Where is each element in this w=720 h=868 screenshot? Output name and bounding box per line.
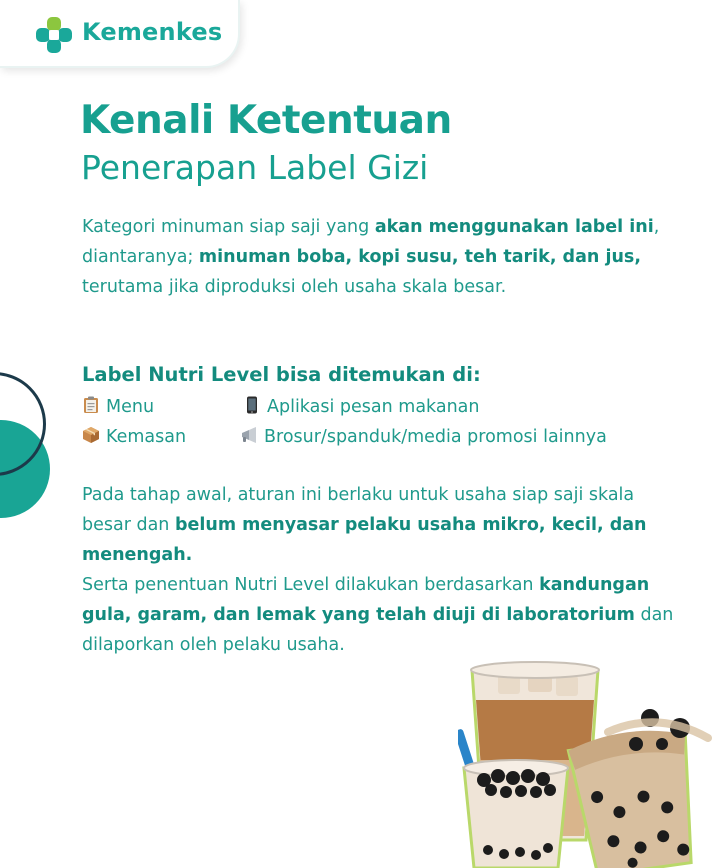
brand-header (0, 0, 240, 68)
megaphone-icon (240, 426, 258, 444)
kemenkes-logo-icon (34, 15, 74, 55)
brand-name: Kemenkes (82, 18, 223, 46)
location-label: Menu (106, 397, 155, 417)
locations-heading: Label Nutri Level bisa ditemukan di: (82, 363, 481, 386)
page-subtitle: Penerapan Label Gizi (81, 148, 429, 187)
mobile-phone-icon (243, 396, 261, 414)
location-label: Brosur/spanduk/media promosi lainnya (264, 427, 607, 447)
package-icon (82, 426, 100, 444)
page-title: Kenali Ketentuan (80, 98, 452, 143)
location-item-promo (240, 426, 607, 447)
rules-paragraph: Pada tahap awal, aturan ini berlaku untuk usaha siap saji skala besar dan belum menyasar pelaku usaha mikro, kecil, dan menengah. Serta penentuan Nutri Level dilakukan berdasarkan kandungan gula, garam, dan lemak yang telah diuji di laboratorium dan dilaporkan oleh pelaku usaha. (82, 485, 674, 655)
location-label: Kemasan (106, 427, 187, 447)
location-item-menu (82, 396, 154, 417)
location-item-app (243, 396, 480, 417)
clipboard-icon (82, 396, 100, 414)
boba-drinks-illustration (458, 640, 720, 868)
intro-paragraph: Kategori minuman siap saji yang akan menggunakan label ini, diantaranya; minuman boba, kopi susu, teh tarik, dan jus, terutama jika diproduksi oleh usaha skala besar. (82, 217, 660, 297)
location-label: Aplikasi pesan makanan (267, 397, 480, 417)
location-item-packaging (82, 426, 186, 447)
